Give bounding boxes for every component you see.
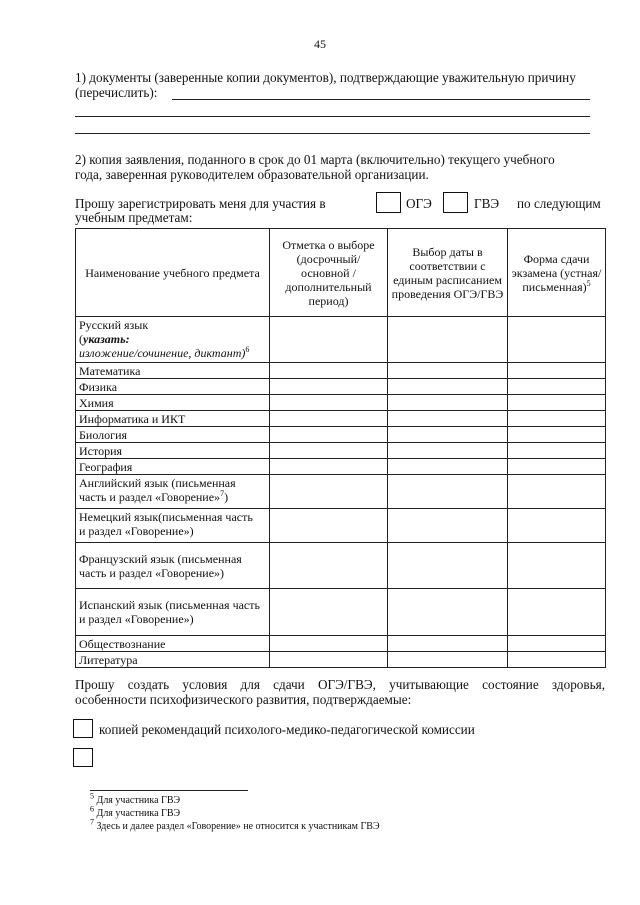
german-line1: Немецкий язык(письменная часть [79,510,253,524]
table-row [76,363,606,379]
cell-form[interactable] [508,395,606,411]
header-date: Выбор даты в соответствии с единым расписанием проведения ОГЭ/ГВЭ [388,229,508,317]
item1-line1: 1) документы (заверенные копии документов), подтверждающие уважительную причину [75,70,576,85]
item1-line2: (перечислить): [75,85,158,100]
pmpk-label: копией рекомендаций психолого-медико-педагогической комиссии [99,722,475,737]
cell-date[interactable] [388,379,508,395]
item2-line1: 2) копия заявления, поданного в срок до 01 марта (включительно) текущего учебного [75,152,555,167]
table-row [76,427,606,443]
cell-date[interactable] [388,475,508,509]
item2-line2: года, заверенная руководителем образовательной организации. [75,167,429,182]
english-line1: Английский язык (письменная [79,476,236,490]
table-row [76,543,606,589]
subject-spanish [76,589,270,636]
cell-date[interactable] [388,443,508,459]
cell-period[interactable] [270,459,388,475]
cell-form[interactable] [508,363,606,379]
footnote-5 [90,791,181,807]
english-line2-text: часть и раздел «Говорение» [79,490,221,504]
german-line2: и раздел «Говорение») [79,524,194,538]
subject-german [76,509,270,543]
table-row [76,459,606,475]
registration-line2: учебным предметам: [75,210,193,225]
english-note: 7 [220,489,225,498]
russian-hint-body: изложение/сочинение, диктант) [79,346,246,360]
footnote-separator [90,790,248,791]
cell-period[interactable] [270,317,388,363]
registration-tail: по следующим [517,196,601,211]
header-form [508,229,606,317]
table-row [76,395,606,411]
cell-date[interactable] [388,395,508,411]
table-row [76,411,606,427]
cell-period[interactable] [270,379,388,395]
table-row [76,317,606,363]
cell-date[interactable] [388,363,508,379]
subject-name: Биология [76,427,270,443]
oge-label: ОГЭ [406,196,432,211]
russian-hint-open: ( [79,332,83,346]
header-period: Отметка о выборе (досрочный/ основной / дополнительный период) [270,229,388,317]
pmpk-checkbox[interactable] [73,719,93,738]
cell-period[interactable] [270,395,388,411]
extra-checkbox[interactable] [73,748,93,767]
cell-period[interactable] [270,475,388,509]
conditions-line2: особенности психофизического развития, подтверждаемые: [75,692,412,707]
footnote-6-num: 6 [90,804,94,814]
english-close: ) [224,490,229,504]
footnote-7-num: 7 [90,817,94,827]
subject-french [76,543,270,589]
subject-name: География [76,459,270,475]
cell-form[interactable] [508,475,606,509]
french-line1: Французский язык (письменная [79,551,242,566]
cell-date[interactable] [388,652,508,668]
table-row [76,589,606,636]
table-row [76,379,606,395]
gve-checkbox[interactable] [443,192,468,213]
cell-form[interactable] [508,411,606,427]
cell-form[interactable] [508,636,606,652]
cell-date[interactable] [388,543,508,589]
russian-hint-line1 [79,332,266,346]
table-row [76,475,606,509]
cell-date[interactable] [388,509,508,543]
russian-hint-line2 [79,346,266,360]
page-number: 45 [314,37,326,51]
cell-form[interactable] [508,543,606,589]
table-row [76,509,606,543]
subject-name: Математика [76,363,270,379]
cell-form[interactable] [508,443,606,459]
gve-label: ГВЭ [474,196,500,211]
cell-form[interactable] [508,652,606,668]
footnote-7-text: Здесь и далее раздел «Говорение» не относится к участникам ГВЭ [96,821,380,832]
russian-title: Русский язык [79,318,149,332]
cell-date[interactable] [388,317,508,363]
footnote-5-text: Для участника ГВЭ [96,795,181,806]
subjects-table [75,228,606,668]
cell-period[interactable] [270,589,388,636]
subject-name: История [76,443,270,459]
header-subject: Наименование учебного предмета [76,229,270,317]
russian-hint-label: указать: [83,332,130,346]
footnote-5-num: 5 [90,791,94,801]
registration-text: Прошу зарегистрировать меня для участия в [75,196,326,211]
english-line2 [79,490,266,504]
conditions-line1: Прошу создать условия для сдачи ОГЭ/ГВЭ, учитывающие состояние здоровья, [75,677,605,692]
spanish-line2: и раздел «Говорение») [79,612,194,626]
subject-name: Физика [76,379,270,395]
cell-date[interactable] [388,427,508,443]
french-line2: часть и раздел «Говорение») [79,565,225,580]
cell-form[interactable] [508,589,606,636]
subject-name: Информатика и ИКТ [76,411,270,427]
cell-period[interactable] [270,652,388,668]
subject-english [76,475,270,509]
table-row [76,652,606,668]
cell-date[interactable] [388,589,508,636]
subject-name: Литература [76,652,270,668]
cell-date[interactable] [388,411,508,427]
footnote-6 [90,804,181,820]
cell-form[interactable] [508,459,606,475]
header-form-text: Форма сдачи экзамена (устная/ письменная) [511,251,602,294]
cell-period[interactable] [270,363,388,379]
cell-form[interactable] [508,317,606,363]
oge-checkbox[interactable] [376,192,401,213]
cell-date[interactable] [388,636,508,652]
cell-period[interactable] [270,509,388,543]
table-row [76,443,606,459]
cell-date[interactable] [388,459,508,475]
table-row [76,636,606,652]
subject-name: Химия [76,395,270,411]
subject-russian [76,317,270,363]
russian-note: 6 [245,345,250,354]
item1-fill-line-1[interactable] [172,99,590,100]
cell-period[interactable] [270,636,388,652]
subject-name: Обществознание [76,636,270,652]
cell-period[interactable] [270,411,388,427]
cell-period[interactable] [270,543,388,589]
cell-form[interactable] [508,427,606,443]
header-form-note: 5 [586,278,591,288]
spanish-line1: Испанский язык (письменная часть [79,598,260,612]
footnote-6-text: Для участника ГВЭ [96,808,181,819]
cell-period[interactable] [270,427,388,443]
cell-form[interactable] [508,379,606,395]
cell-period[interactable] [270,443,388,459]
item1-fill-line-3[interactable] [75,133,590,134]
cell-form[interactable] [508,509,606,543]
item1-fill-line-2[interactable] [75,116,590,117]
table-header-row [76,229,606,317]
footnote-7 [90,817,380,833]
